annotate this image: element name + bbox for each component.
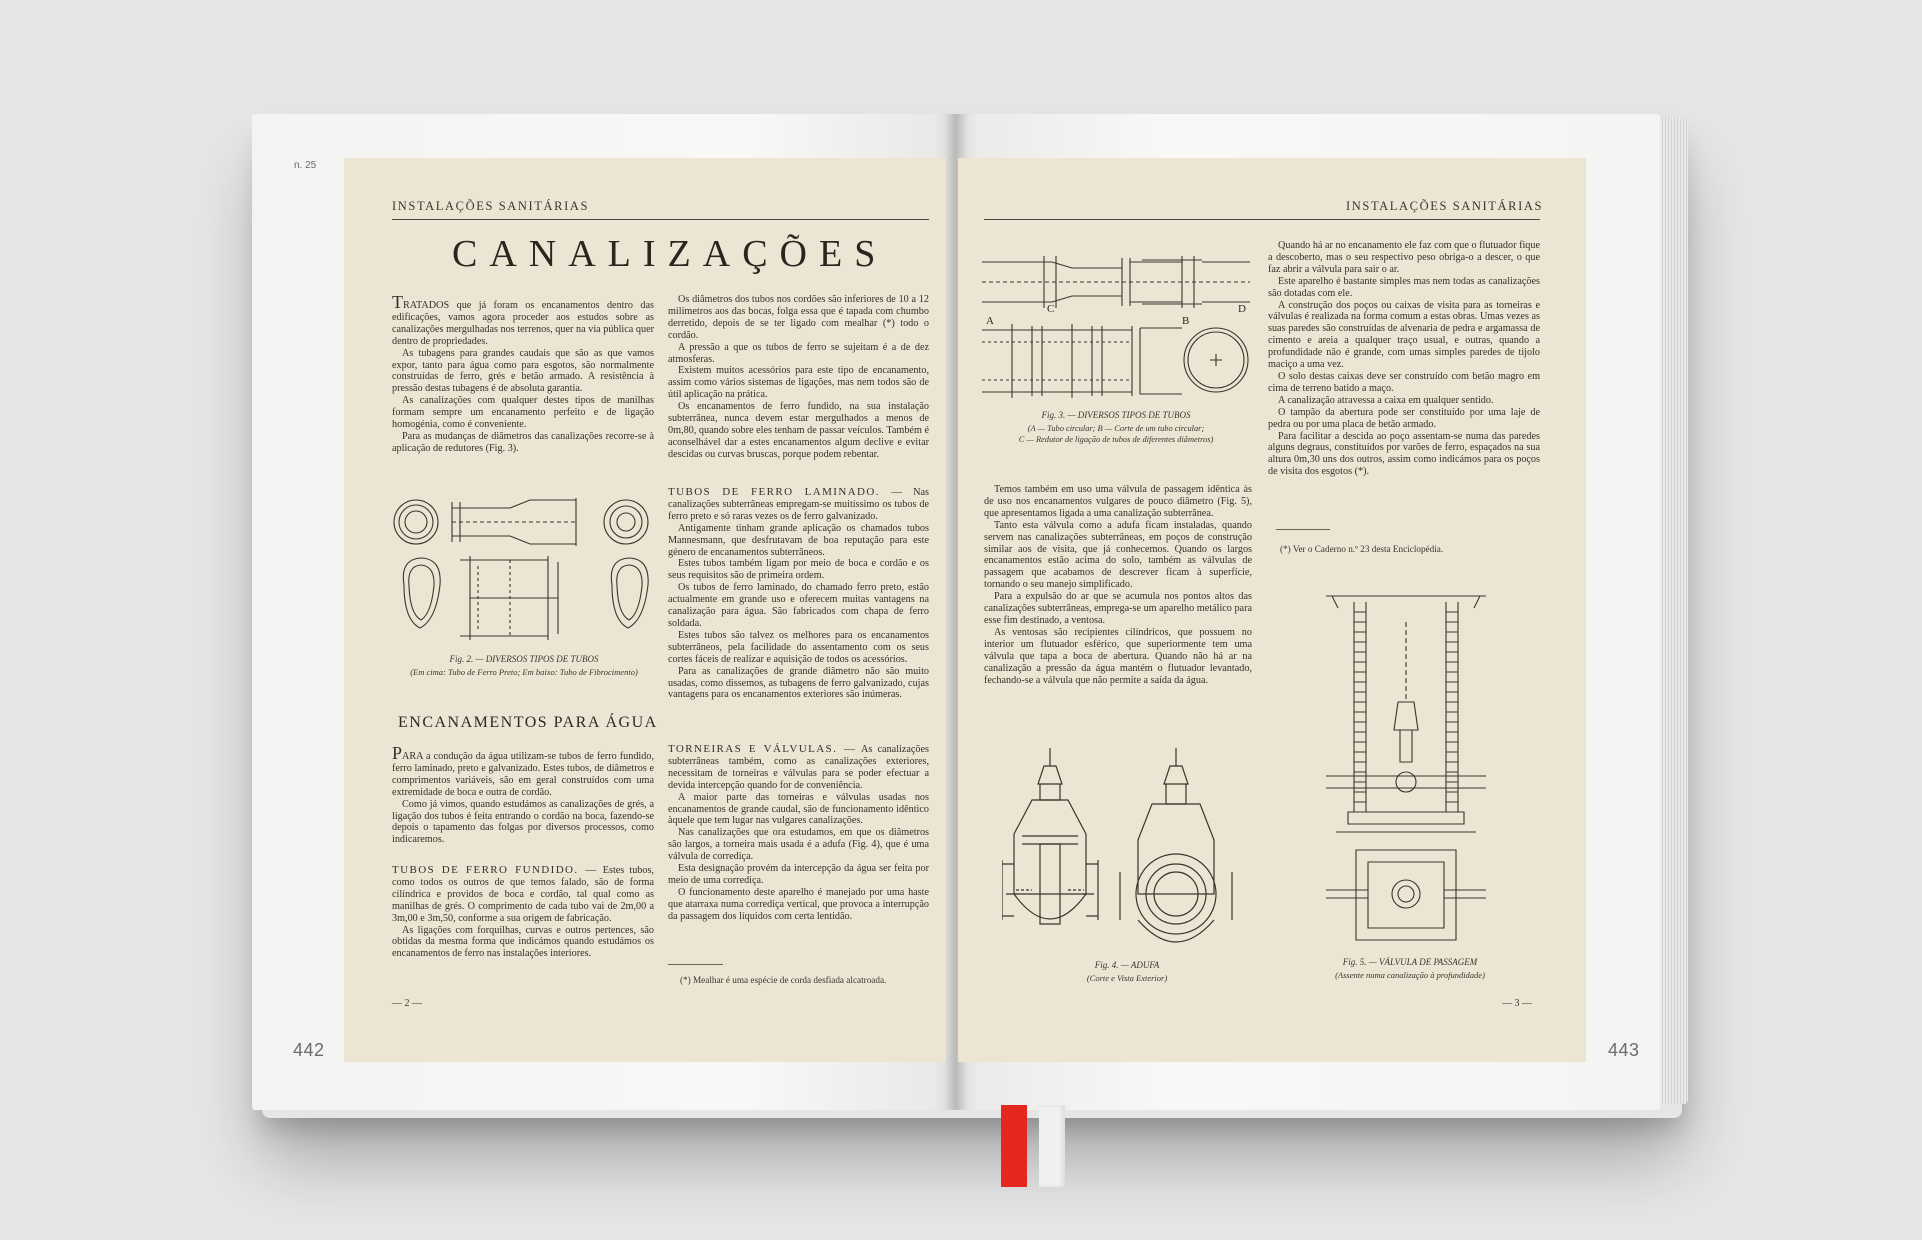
paragraph: Para as canalizações de grande diâmetro não são muito usadas, como dissemos, as tubagens de ferro galvanizado, cujas vantagens para os encanamentos exteriores são inúmeras. xyxy=(668,665,929,701)
left-column-1-water xyxy=(392,743,654,846)
paragraph: As ligações com forquilhas, curvas e outros pertences, são obtidas da mesma forma que indicámos quando estudámos os encanamentos de ferro nas instalações interiores. xyxy=(392,924,654,960)
left-column-2-rolled-iron xyxy=(668,487,929,701)
paragraph: Nas canalizações que ora estudamos, em que os diâmetros são largos, a torneira mais usada é a adufa (Fig. 4), que é uma válvula de corrediça. xyxy=(668,827,929,863)
figure-3-subcaption-2: C — Redutor de ligação de tubos de diferentes diâmetros) xyxy=(1018,435,1214,444)
right-head-rule xyxy=(984,219,1540,220)
paragraph: RATADOS que já foram os encanamentos dentro das edificações, vamos agora proceder aos estudos sobre as canalizações mergulhadas nos terrenos, quer na via pública quer dentro de propriedades. xyxy=(392,300,654,347)
paragraph: Para facilitar a descida ao poço assentam-se numa das paredes alguns degraus, constituídos por varões de ferro, espaçados na sua altura 0m,30 uns dos outros, assim como indicámos para os poços de visita dos esgotos (*). xyxy=(1268,430,1540,478)
right-running-head: INSTALAÇÕES SANITÁRIAS xyxy=(1346,199,1544,213)
paragraph: As ventosas são recipientes cilíndricos, que possuem no interior um flutuador esférico, que superiormente tem uma válvula que tapa a boca de abertura. Quando não há ar na canalização a pressão da água mantém o flutuador levantado, fechando-se a válvula que não permite a saída da água. xyxy=(984,626,1252,686)
paragraph: ARA a condução da água utilizam-se tubos de ferro fundido, ferro laminado, preto e galvanizado. Estes tubos, de diâmetros e comprimentos variáveis, são em geral construídos com uma extremidade de boca e outra de cordão. xyxy=(392,751,654,798)
left-running-head: INSTALAÇÕES SANITÁRIAS xyxy=(392,199,590,213)
folio-right: 443 xyxy=(1608,1040,1640,1060)
paragraph: O funcionamento deste aparelho é manejado por uma haste que atarraxa numa corrediça vertical, que provoca a interrupção da passagem dos líquidos com certa lentidão. xyxy=(668,886,929,922)
paragraph: Antigamente tinham grande aplicação os chamados tubos Mannesmann, que desfrutavam de boa reputação para este género de encanamentos subterrâneos. xyxy=(668,522,929,558)
paragraph: A pressão a que os tubos de ferro se sujeitam é a de dez atmosferas. xyxy=(668,341,929,365)
paragraph: Este aparelho é bastante simples mas nem todas as canalizações são dotadas com ele. xyxy=(1268,275,1540,299)
footnote-rule-left xyxy=(668,964,723,965)
page-edges xyxy=(1660,118,1688,1104)
figure-4-adufa-valve xyxy=(1002,744,1252,954)
figure-2-caption: Fig. 2. — DIVERSOS TIPOS DE TUBOS xyxy=(449,654,599,664)
paragraph: As tubagens para grandes caudais que são as que vamos expor, tanto para água como para esgotos, são normalmente construídas de ferro, grés e betão armado. A resistência à pressão destas tubagens é de absoluta garantia. xyxy=(392,347,654,395)
left-column-2-taps xyxy=(668,744,929,923)
page-title: CANALIZAÇÕES xyxy=(452,233,888,275)
footnote-left: (*) Mealhar é uma espécie de corda desfiada alcatroada. xyxy=(680,975,887,985)
left-head-rule xyxy=(392,219,929,220)
page-corner-note: n. 25 xyxy=(294,160,317,171)
drop-cap-p: P xyxy=(392,743,403,763)
figure-3-pipe-types xyxy=(982,242,1250,402)
subheading-rolled-iron: TUBOS DE FERRO LAMINADO. — xyxy=(668,486,904,498)
section-heading-water: ENCANAMENTOS PARA ÁGUA xyxy=(398,714,658,731)
scan-page-number-right: — 3 — xyxy=(1502,998,1532,1009)
paragraph: Nas canalizações subterrâneas empregam-se muitíssimo os tubos de ferro preto e só raras vezes os de ferro galvanizado. xyxy=(668,487,929,522)
paragraph: Esta designação provém da intercepção da água ser feita por meio de uma corrediça. xyxy=(668,863,929,886)
paragraph: Estes tubos, como todos os outros de que temos falado, são de forma cilíndrica e providos de boca e cordão, tal qual como as manilhas de grés. O comprimento de cada tubo vai de 2m,00 a 3m,00 e 3m,50, conforme a sua origem de fabricação. xyxy=(392,865,654,924)
drop-cap-t: T xyxy=(392,292,403,312)
red-ribbon-bookmark[interactable] xyxy=(1001,1105,1027,1187)
figure-3-subcaption-1: (A — Tubo circular; B — Corte de um tubo circular; xyxy=(1027,424,1205,433)
footnote-rule-right xyxy=(1276,529,1330,530)
paragraph: As canalizações subterrâneas também, como as canalizações exteriores, necessitam de torneiras e válvulas para se poder efectuar a devida intercepção quando for de conveniência. xyxy=(668,744,929,791)
figure-5-passage-valve-pit xyxy=(1326,592,1486,942)
paragraph: Quando há ar no encanamento ele faz com que o flutuador fique a descoberto, mas o seu respectivo peso obriga-o a descer, o que faz abrir a válvula para sair o ar. xyxy=(1268,240,1540,275)
figure-2-subcaption: (Em cima: Tubo de Ferro Preto; Em baixo: Tubo de Fibrocimento) xyxy=(410,667,638,677)
right-column-1 xyxy=(984,484,1252,686)
paragraph: Estes tubos também ligam por meio de boca e cordão e os seus requisitos são de primeira ordem. xyxy=(668,558,929,582)
left-column-1-cast-iron xyxy=(392,865,654,960)
subheading-cast-iron: TUBOS DE FERRO FUNDIDO. — xyxy=(392,864,598,876)
paragraph: Os diâmetros dos tubos nos cordões são inferiores de 10 a 12 milímetros aos das bocas, folga essa que é tapada com chumbo derretido, depois de se ter ligado com mealhar (*) todo o cordão. xyxy=(668,294,929,341)
fig3-letter-d: D xyxy=(1238,303,1246,315)
footnote-right: (*) Ver o Caderno n.º 23 desta Enciclopédia. xyxy=(1280,544,1444,554)
paragraph: Estes tubos são talvez os melhores para os encanamentos subterrâneos, pela facilidade do assentamento com os seus cortes fáceis de realizar e aquisição de todos os acessórios. xyxy=(668,629,929,665)
paragraph: As canalizações com qualquer destes tipos de manilhas formam sempre um encanamento perfeito e de ligação homogénia, como é conveniente. xyxy=(392,395,654,431)
paragraph: A canalização atravessa a caixa em qualquer sentido. xyxy=(1278,394,1494,406)
paragraph: O solo destas caixas deve ser construído com betão magro em cima de terreno batido a maço. xyxy=(1268,370,1540,394)
folio-left: 442 xyxy=(293,1040,325,1060)
paragraph: Como já vimos, quando estudámos as canalizações de grés, a ligação dos tubos é feita entrando o cordão na boca, fazendo-se depois o tapamento das folgas por diversos processos, como indicaremos. xyxy=(392,798,654,846)
left-column-2 xyxy=(668,294,929,461)
paragraph: A construção dos poços ou caixas de visita para as torneiras e válvulas é realizada na forma comum a estas obras. Umas vezes as suas paredes são construídas de alvenaria de pedra e argamassa de cimento e areia a qualquer traço usual, e outras, quando a profundidade não é grande, com umas simples paredes de tijolo maciço a uma vez. xyxy=(1268,299,1540,371)
paragraph: A maior parte das torneiras e válvulas usadas nos encanamentos de grande caudal, são de funcionamento idêntico àquele que tem lugar nas vulgares canalizações. xyxy=(668,791,929,827)
fig3-letter-a: A xyxy=(986,315,994,327)
paragraph: O tampão da abertura pode ser constituído por uma laje de pedra ou por uma placa de betão armado. xyxy=(1268,406,1540,430)
fig3-letter-b: B xyxy=(1182,315,1190,327)
paragraph: Existem muitos acessórios para este tipo de encanamento, assim como vários sistemas de ligações, mas nem todos são de útil aplicação na prática. xyxy=(668,365,929,401)
figure-5-subcaption: (Assente numa canalização à profundidade) xyxy=(1335,970,1485,980)
left-column-1-intro xyxy=(392,292,654,455)
subheading-taps-valves: TORNEIRAS E VÁLVULAS. — xyxy=(668,743,857,755)
figure-2-pipe-types xyxy=(390,490,658,650)
right-column-2 xyxy=(1268,240,1540,478)
paragraph: Para as mudanças de diâmetros das canalizações recorre-se à aplicação de redutores (Fig. 3). xyxy=(392,430,654,454)
figure-5-caption: Fig. 5. — VÁLVULA DE PASSAGEM xyxy=(1342,957,1478,967)
paragraph: Os tubos de ferro laminado, do chamado ferro preto, estão actualmente em grande uso e oferecem muitas vantagens na canalização para água. São fabricados com chapa de ferro soldada. xyxy=(668,582,929,629)
figure-3-caption: Fig. 3. — DIVERSOS TIPOS DE TUBOS xyxy=(1041,410,1191,420)
paragraph: Temos também em uso uma válvula de passagem idêntica às de uso nos encanamentos vulgares de pouco diâmetro (Fig. 5), que apresentamos ligada a uma canalização subterrânea. xyxy=(984,484,1252,519)
scan-page-number-left: — 2 — xyxy=(392,998,422,1009)
fig3-letter-c: C xyxy=(1047,303,1055,315)
figure-4-caption: Fig. 4. — ADUFA xyxy=(1094,960,1160,970)
paragraph: Para a expulsão do ar que se acumula nos pontos altos das canalizações subterrâneas, emprega-se um aparelho metálico para esse fim destinado, a ventosa. xyxy=(984,591,1252,626)
figure-4-subcaption: (Corte e Vista Exterior) xyxy=(1086,973,1168,983)
paragraph: Tanto esta válvula como a adufa ficam instaladas, quando servem nas canalizações subterrâneas, em poços de construção similar aos de visita, que já conhecemos. Quando os largos encanamentos estão acima do solo, também as válvulas de passagem que acabamos de descrever ficam à superfície, tornando o seu manejo simplificado. xyxy=(984,519,1252,591)
paragraph: Os encanamentos de ferro fundido, na sua instalação subterrânea, nunca devem estar mergulhados a menos de 0m,80, quando sobre eles tenham de passar veículos. Também é aconselhável dar a estes encanamentos algum declive e evitar descidas ou curvas bruscas, porque podem rebentar. xyxy=(668,401,929,460)
white-ribbon-bookmark[interactable] xyxy=(1039,1105,1065,1187)
